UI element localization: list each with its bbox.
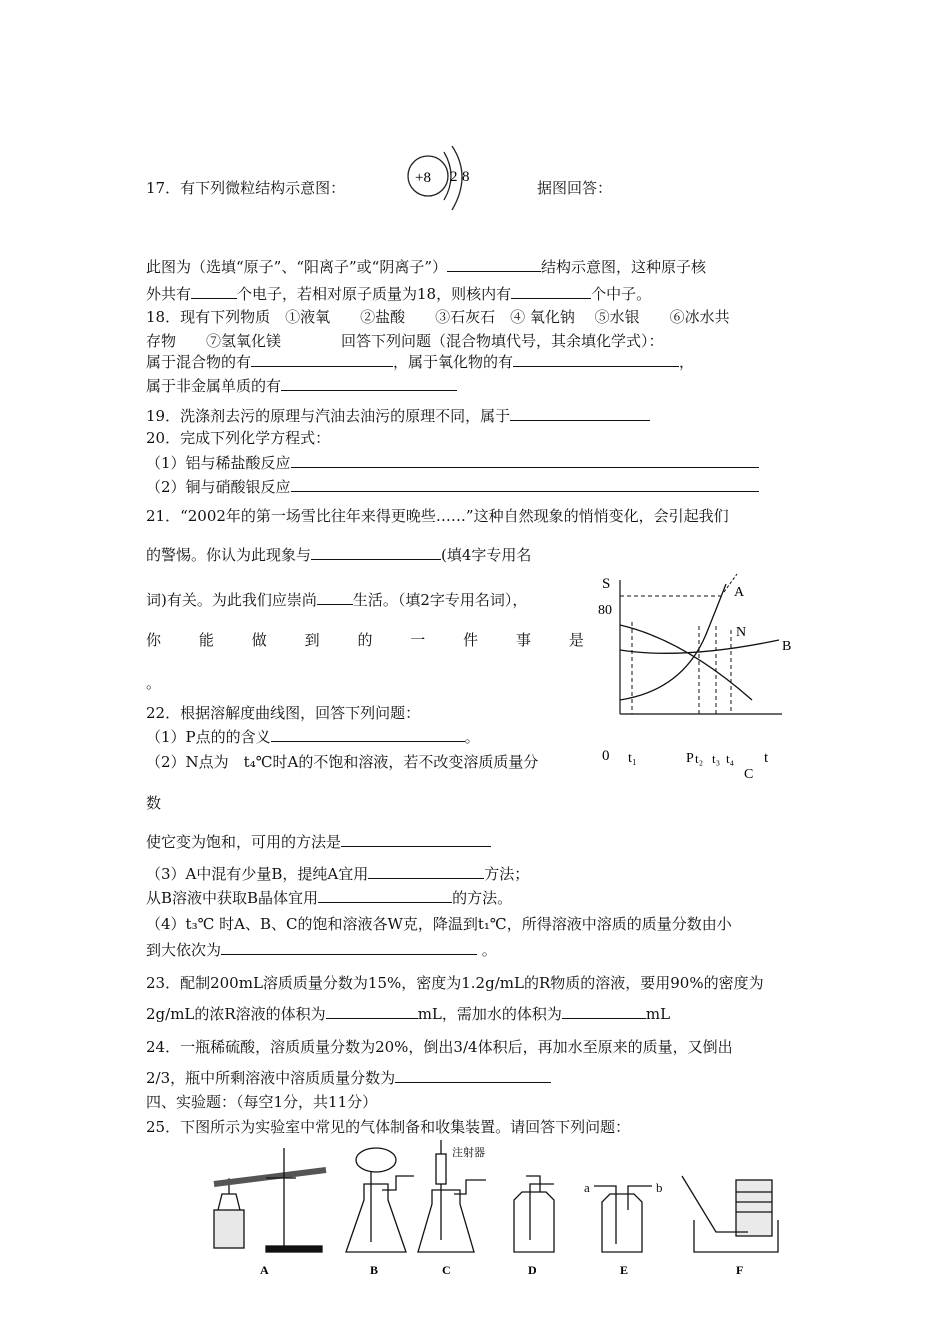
q22-p4b-text: 到大依次为: [146, 941, 222, 959]
q21-line2a: 的警惕。你认为此现象与: [146, 546, 312, 564]
q20-p2: [146, 477, 759, 497]
tick-p: P: [686, 751, 694, 766]
q24-line2: [146, 1068, 551, 1088]
q22-p4c: 。: [481, 941, 497, 959]
label-a: A: [734, 585, 745, 600]
label-b: B: [782, 639, 792, 654]
tick-t2: t₂: [695, 751, 704, 766]
q22-p1a: （1）P点的的含义: [146, 728, 271, 746]
q25-stem: 25．下图所示为实验室中常见的气体制备和收集装置。请回答下列问题：: [146, 1118, 631, 1136]
q22-p3a-text: （3）A中混有少量B，提纯A宜用: [146, 865, 369, 883]
q21-char: 你: [146, 631, 162, 649]
q18-blank-mixtures[interactable]: [251, 352, 393, 367]
apparatus-e: [584, 1180, 663, 1252]
q22-p2a: （2）N点为 t₄℃时A的不饱和溶液，若不改变溶质质量分: [146, 753, 539, 771]
y-tick-80: 80: [598, 603, 612, 618]
q22-p3a: [146, 864, 529, 884]
q20-p1-text: （1）铝与稀盐酸反应: [146, 454, 291, 472]
q21-line3: [146, 590, 527, 610]
q21-blank-term2[interactable]: [317, 590, 353, 605]
q21-line1: 21．“2002年的第一场雪比往年来得更晚些……”这种自然现象的悄悄变化，会引起我们: [146, 507, 729, 525]
q18-blank-nonmetals[interactable]: [281, 376, 457, 391]
q20-stem: 20．完成下列化学方程式：: [146, 429, 331, 447]
q21-char: 一: [410, 631, 426, 649]
q18-line2: 存物 ⑦氢氧化镁 回答下列问题（混合物填代号，其余填化学式）：: [146, 332, 664, 350]
q17-line1: [146, 257, 706, 277]
label-n: N: [736, 625, 747, 640]
q22-p1b: 。: [464, 728, 480, 746]
q22-p4a: （4）t₃℃ 时A、B、C的饱和溶液各W克，降温到t₁℃，所得溶液中溶质的质量分数由小: [146, 915, 732, 933]
label-e: E: [620, 1263, 629, 1277]
label-f: F: [736, 1263, 744, 1277]
q20-blank-2[interactable]: [291, 477, 759, 492]
apparatus-a: [214, 1148, 326, 1252]
q22-blank-purify[interactable]: [368, 864, 484, 879]
q22-p2c-text: 使它变为饱和，可用的方法是: [146, 833, 342, 851]
q22-blank-p[interactable]: [271, 727, 465, 742]
apparatus-b: [346, 1148, 414, 1252]
atom-shell-1: 2: [450, 169, 458, 185]
q17-blank-neutrons[interactable]: [511, 284, 591, 299]
q21-line5: 。: [146, 674, 162, 692]
q18-line3a: 属于混合物的有: [146, 353, 252, 371]
q21-char: 事: [516, 631, 532, 649]
curve-c: [620, 625, 752, 700]
apparatus-diagram: [196, 1140, 796, 1280]
q19: [146, 406, 650, 426]
y-axis-label: S: [602, 576, 611, 592]
q21-line3a: 词)有关。为此我们应崇尚: [146, 591, 317, 609]
q17-after: 据图回答：: [537, 179, 613, 197]
q22-blank-crystal[interactable]: [318, 888, 452, 903]
origin-label: 0: [602, 748, 610, 764]
q23-line2: [146, 1004, 670, 1024]
q19-text: 19．洗涤剂去污的原理与汽油去油污的原理不同，属于: [146, 407, 511, 425]
q23-line1: 23．配制200mL溶质质量分数为15%，密度为1.2g/mL的R物质的溶液，要用90%的密度为: [146, 974, 764, 992]
syringe-label: 注射器: [452, 1147, 485, 1159]
q21-char: 到: [304, 631, 320, 649]
port-a-label: a: [584, 1180, 590, 1195]
q17-line1b: 结构示意图，这种原子核: [541, 258, 707, 276]
atom-shell-2: 8: [462, 169, 470, 185]
q19-blank[interactable]: [510, 406, 650, 421]
q22-blank-order[interactable]: [221, 940, 477, 955]
q18-blank-oxides[interactable]: [513, 352, 679, 367]
q21-line2: [146, 545, 531, 565]
q18-line3: [146, 352, 694, 372]
q17-stem-text: 17．有下列微粒结构示意图：: [146, 179, 346, 197]
q21-line2b: (填4字专用名: [441, 546, 532, 564]
q17-line2c: 个中子。: [591, 285, 652, 303]
q20-blank-1[interactable]: [291, 453, 759, 468]
port-b-label: b: [656, 1180, 663, 1195]
q20-p2-text: （2）铜与硝酸银反应: [146, 478, 291, 496]
q21-char: 件: [463, 631, 479, 649]
q21-char: 是: [568, 631, 584, 649]
q22-p3c: [146, 888, 512, 908]
label-c: C: [442, 1263, 451, 1277]
q24-line2-text: 2/3，瓶中所剩溶液中溶质质量分数为: [146, 1069, 396, 1087]
q21-blank-term4[interactable]: [311, 545, 441, 560]
q24-blank[interactable]: [395, 1068, 551, 1083]
tick-t4: t₄: [726, 751, 735, 766]
q21-line3b: 生活。（填2字专用名词），: [352, 591, 528, 609]
q17-line1a: 此图为（选填“原子”、“阳离子”或“阴离子”）: [146, 258, 448, 276]
q18-line3b: ，属于氧化物的有: [393, 353, 514, 371]
q21-char: 能: [198, 631, 214, 649]
tick-t3: t₃: [712, 751, 721, 766]
q22-p3c-text: 从B溶液中获取B晶体宜用: [146, 889, 319, 907]
q21-char: 的: [357, 631, 373, 649]
q22-p1: [146, 727, 480, 747]
q22-p4b: [146, 940, 497, 960]
q23-blank-volume[interactable]: [326, 1004, 418, 1019]
apparatus-d: [514, 1176, 554, 1252]
tick-t1: t₁: [628, 751, 637, 766]
q22-stem: 22．根据溶解度曲线图，回答下列问题：: [146, 704, 421, 722]
q17-line2b: 个电子，若相对原子质量为18，则核内有: [237, 285, 512, 303]
q17-blank-type[interactable]: [447, 257, 541, 272]
label-d: D: [528, 1263, 537, 1277]
atom-nucleus: +8: [415, 170, 431, 186]
apparatus-c: [418, 1140, 486, 1252]
q21-line4: [146, 629, 584, 650]
q22-p2b: 数: [146, 794, 162, 812]
label-c: C: [744, 767, 754, 780]
apparatus-f: [682, 1176, 778, 1252]
label-a: A: [260, 1263, 269, 1277]
q20-p1: [146, 453, 759, 473]
q17-line2a: 外共有: [146, 285, 192, 303]
q18-line4-text: 属于非金属单质的有: [146, 377, 282, 395]
q21-char: 做: [251, 631, 267, 649]
curve-a: [620, 584, 726, 700]
q22-p2c: [146, 832, 491, 852]
solubility-graph: [594, 570, 808, 780]
x-axis-label: t: [764, 750, 769, 766]
q24-line1: 24．一瓶稀硫酸，溶质质量分数为20%，倒出3/4体积后，再加水至原来的质量，又倒出: [146, 1038, 733, 1056]
q18-line3c: ，: [679, 353, 695, 371]
q17-line2: [146, 284, 651, 304]
q23-line2a: 2g/mL的浓R溶液的体积为: [146, 1005, 326, 1023]
label-b: B: [370, 1263, 379, 1277]
q23-line2b: mL，需加水的体积为: [417, 1005, 562, 1023]
atom-structure-diagram: [398, 140, 498, 225]
q22-p3d: 的方法。: [452, 889, 513, 907]
q23-line2c: mL: [645, 1005, 671, 1023]
q23-blank-water[interactable]: [562, 1004, 646, 1019]
q22-p3b: 方法；: [484, 865, 530, 883]
q22-blank-method[interactable]: [341, 832, 491, 847]
q17-blank-electrons[interactable]: [191, 284, 237, 299]
q18-line4: [146, 376, 457, 396]
q18-line1: 18．现有下列物质 ①液氧 ②盐酸 ③石灰石 ④ 氧化钠 ⑤水银 ⑥冰水共: [146, 308, 730, 326]
q17-stem: [146, 178, 345, 198]
section-4-heading: 四、实验题：（每空1分，共11分）: [146, 1093, 378, 1111]
